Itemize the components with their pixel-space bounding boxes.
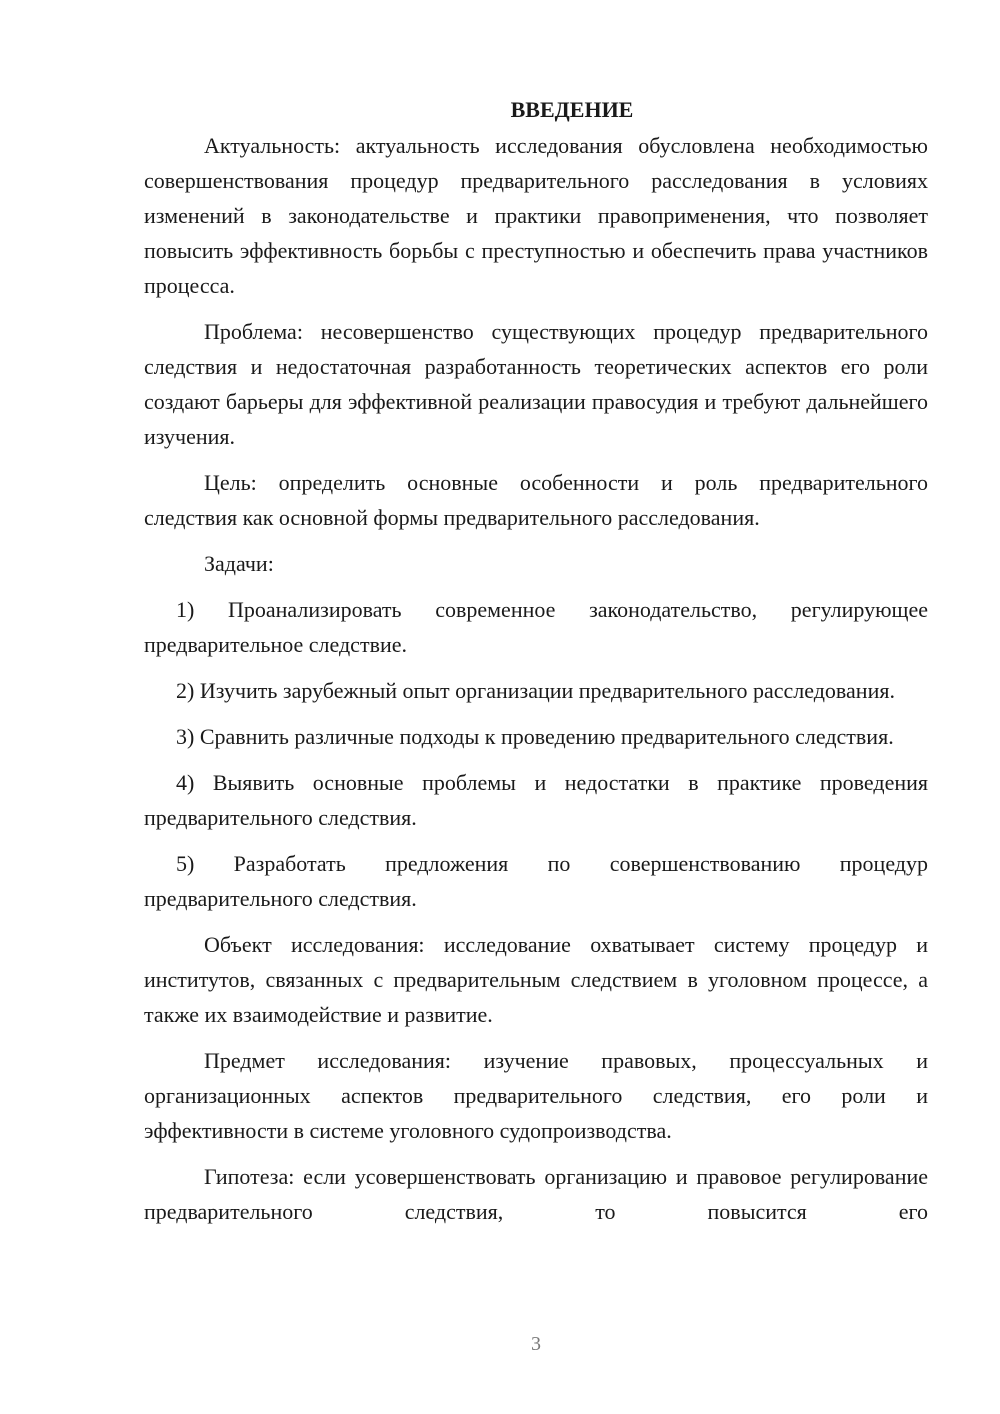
paragraph-goal: Цель: определить основные особенности и роль предварительного следствия как основной формы предварительного расследования. bbox=[144, 470, 928, 530]
paragraph-object: Объект исследования: исследование охватывает систему процедур и институтов, связанных с предварительным следствием в уголовном процессе, а также их взаимодействие и развитие. bbox=[144, 932, 928, 1027]
section-title: ВВЕДЕНИЕ bbox=[510, 97, 634, 122]
task-item-4: 4) Выявить основные проблемы и недостатки в практике проведения предварительного следствия. bbox=[144, 770, 928, 830]
page-number: 3 bbox=[531, 1333, 541, 1355]
tasks-heading: Задачи: bbox=[204, 551, 274, 576]
paragraph-problem: Проблема: несовершенство существующих процедур предварительного следствия и недостаточная разработанность теоретических аспектов его роли создают барьеры для эффективной реализации правосудия и требуют дальнейшего изучения. bbox=[144, 319, 928, 449]
task-item-1: 1) Проанализировать современное законодательство, регулирующее предварительное следствие. bbox=[144, 597, 928, 657]
paragraph-subject: Предмет исследования: изучение правовых, процессуальных и организационных аспектов предварительного следствия, его роли и эффективности в системе уголовного судопроизводства. bbox=[144, 1048, 928, 1143]
task-item-3: 3) Сравнить различные подходы к проведению предварительного следствия. bbox=[176, 724, 894, 749]
task-item-5: 5) Разработать предложения по совершенствованию процедур предварительного следствия. bbox=[144, 851, 928, 911]
paragraph-hypothesis: Гипотеза: если усовершенствовать организацию и правовое регулирование предварительного следствия, то повысится его bbox=[144, 1164, 928, 1224]
paragraph-relevance: Актуальность: актуальность исследования обусловлена необходимостью совершенствования процедур предварительного расследования в условиях изменений в законодательстве и практики правоприменения, что позволяет повысить эффективность борьбы с преступностью и обеспечить права участников процесса. bbox=[144, 133, 928, 298]
task-item-2: 2) Изучить зарубежный опыт организации предварительного расследования. bbox=[176, 678, 895, 703]
page-content bbox=[144, 92, 928, 1240]
